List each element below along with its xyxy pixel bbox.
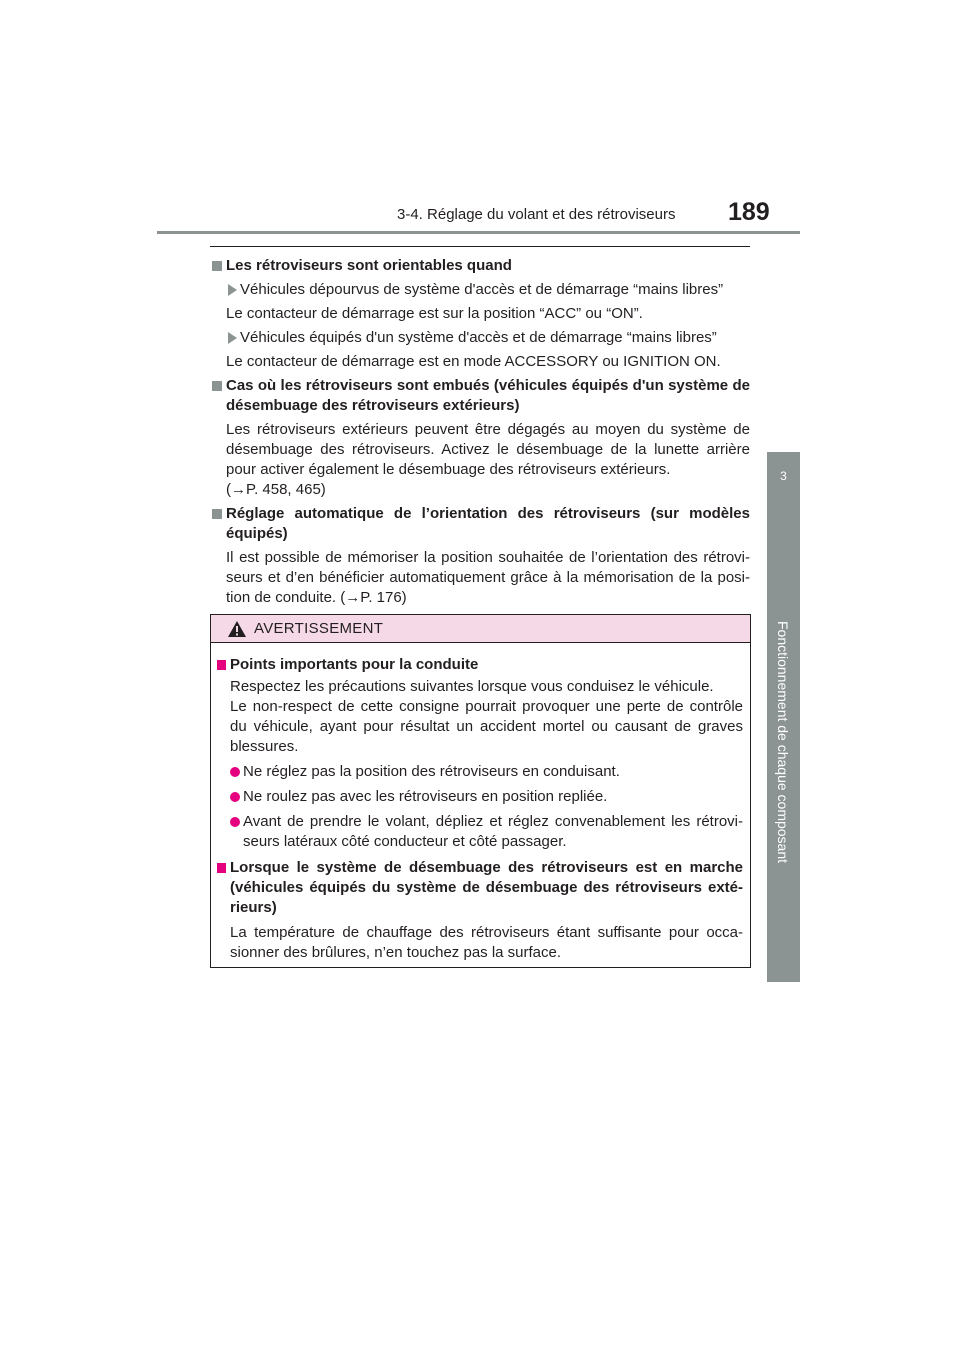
- warning-bullet: Ne roulez pas avec les rétroviseurs en position repliée.: [243, 788, 608, 805]
- section-heading: Réglage automatique de l’orientation des rétroviseurs (sur modèles équipés): [226, 505, 750, 542]
- section-mirrors-adjustable: [212, 256, 750, 372]
- square-bullet-icon: [212, 509, 222, 519]
- chapter-title: Fonctionnement de chaque composant: [775, 620, 791, 864]
- chapter-number: 3: [780, 469, 787, 483]
- round-bullet-icon: [230, 817, 240, 827]
- paragraph: Il est possible de mémoriser la position souhaitée de l’orientation des rétrovi-seurs et d’en bénéficier automatiquement grâce à la mémorisation de la posi-tion de conduite. (→P. 176): [226, 549, 750, 606]
- header-rule: [157, 231, 800, 234]
- paragraph: Le contacteur de démarrage est sur la position “ACC” ou “ON”.: [226, 305, 643, 322]
- round-bullet-icon: [230, 792, 240, 802]
- section-heading: Cas où les rétroviseurs sont embués (véhicules équipés d'un système de désembuage des rétroviseurs extérieurs): [226, 377, 750, 414]
- body-rule: [210, 246, 750, 247]
- square-bullet-icon: [212, 381, 222, 391]
- warning-triangle-icon: [227, 620, 247, 638]
- triangle-bullet-icon: [228, 284, 237, 296]
- paragraph: Le non-respect de cette consigne pourrait provoquer une perte de contrôle du véhicule, ayant pour résultat un accident mortel ou causant de graves blessures.: [230, 698, 743, 755]
- paragraph: Respectez les précautions suivantes lorsque vous conduisez le véhicule.: [230, 678, 714, 695]
- page-reference: (→P. 458, 465): [226, 481, 326, 498]
- sub-heading: Véhicules dépourvus de système d'accès et de démarrage “mains libres”: [240, 281, 724, 298]
- warning-bullet: Avant de prendre le volant, dépliez et réglez convenablement les rétrovi-seurs latéraux côté conducteur et côté passager.: [243, 813, 743, 850]
- chapter-side-tab: [767, 452, 800, 982]
- main-content: [212, 256, 750, 612]
- section-mirrors-fogged: [212, 376, 750, 500]
- sub-heading: Véhicules équipés d'un système d'accès et de démarrage “mains libres”: [240, 329, 717, 346]
- square-bullet-icon: [217, 660, 226, 670]
- warning-header: [211, 615, 750, 643]
- square-bullet-icon: [217, 863, 226, 873]
- warning-content: [217, 655, 743, 963]
- section-header-title: 3-4. Réglage du volant et des rétroviseurs: [397, 206, 676, 223]
- warning-box: [210, 614, 751, 968]
- warning-heading: Lorsque le système de désembuage des rétroviseurs est en marche (véhicules équipés du système de désembuage des rétroviseurs exté-rieurs): [230, 859, 743, 916]
- page-number: 189: [728, 198, 770, 226]
- round-bullet-icon: [230, 767, 240, 777]
- paragraph: Le contacteur de démarrage est en mode ACCESSORY ou IGNITION ON.: [226, 353, 721, 370]
- warning-title: AVERTISSEMENT: [254, 620, 384, 637]
- warning-heading: Points importants pour la conduite: [230, 656, 479, 673]
- square-bullet-icon: [212, 261, 222, 271]
- section-auto-mirror: [212, 504, 750, 608]
- warning-bullet: Ne réglez pas la position des rétroviseurs en conduisant.: [243, 763, 620, 780]
- triangle-bullet-icon: [228, 332, 237, 344]
- paragraph: Les rétroviseurs extérieurs peuvent être dégagés au moyen du système de désembuage des rétroviseurs. Activez le désembuage de la lunette arrière pour activer également le désembuage des rétroviseurs extérieurs.: [226, 421, 750, 478]
- paragraph: La température de chauffage des rétroviseurs étant suffisante pour occa-sionner des brûlures, n’en touchez pas la surface.: [230, 924, 743, 961]
- section-heading: Les rétroviseurs sont orientables quand: [226, 257, 512, 274]
